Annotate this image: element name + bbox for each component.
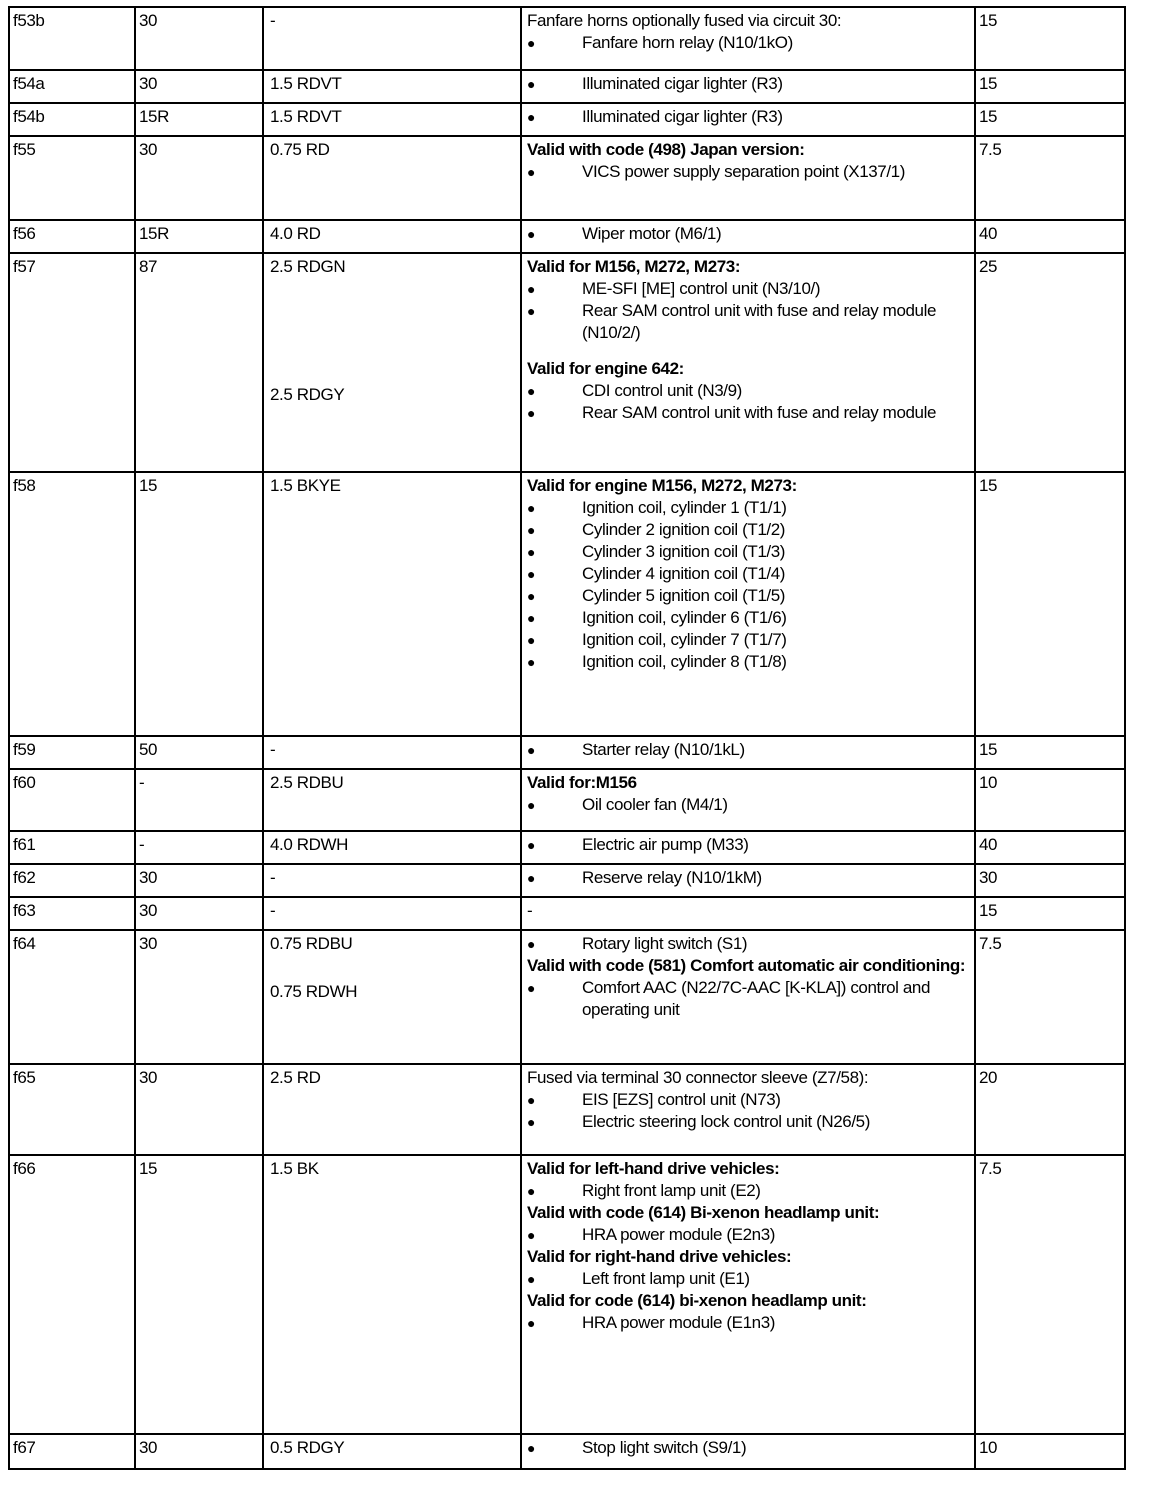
- bullet-icon: ●: [527, 742, 536, 758]
- wire-cell: [262, 737, 520, 768]
- wire-cell: [262, 473, 520, 735]
- component-item: [527, 32, 966, 54]
- bullet-icon: ●: [527, 500, 536, 516]
- fuse-id: f66: [8, 1156, 134, 1433]
- wire-cell: [262, 898, 520, 929]
- component-label: Comfort AAC (N22/7C-AAC [K-KLA]) control and operating unit: [582, 978, 931, 1019]
- fuse-id: f65: [8, 1065, 134, 1154]
- wire-spec: 1.5 BK: [270, 1159, 319, 1178]
- wire-spec: -: [270, 901, 276, 920]
- bullet-icon: ●: [527, 980, 536, 996]
- description-cell: [520, 71, 974, 102]
- bullet-icon: ●: [527, 1114, 536, 1130]
- bullet-icon: ●: [527, 1092, 536, 1108]
- terminal: 15R: [134, 221, 262, 252]
- description-cell: [520, 770, 974, 830]
- component-label: Cylinder 5 ignition coil (T1/5): [582, 586, 786, 605]
- description-text: -: [527, 901, 533, 920]
- description-cell: [520, 8, 974, 69]
- terminal: 30: [134, 931, 262, 1063]
- wire-cell: [262, 1065, 520, 1154]
- component-label: Ignition coil, cylinder 1 (T1/1): [582, 498, 787, 517]
- terminal: 30: [134, 1435, 262, 1468]
- component-label: Reserve relay (N10/1kM): [582, 868, 762, 887]
- component-item: [527, 563, 966, 585]
- description-cell: [520, 137, 974, 219]
- bullet-icon: ●: [527, 632, 536, 648]
- component-item: [527, 300, 966, 344]
- description-cell: [520, 865, 974, 896]
- component-item: [527, 739, 966, 761]
- amperage: 7.5: [974, 931, 1126, 1063]
- fuse-id: f55: [8, 137, 134, 219]
- terminal: -: [134, 832, 262, 863]
- table-row: [8, 929, 1126, 1065]
- amperage: 10: [974, 770, 1126, 830]
- wire-spec: 2.5 RD: [270, 1068, 321, 1087]
- component-label: Cylinder 3 ignition coil (T1/3): [582, 542, 786, 561]
- component-item: [527, 1312, 966, 1334]
- validity-heading: Valid with code (498) Japan version:: [527, 140, 805, 159]
- component-label: Oil cooler fan (M4/1): [582, 795, 728, 814]
- fuse-id: f57: [8, 254, 134, 471]
- validity-heading: Valid for right-hand drive vehicles:: [527, 1247, 792, 1266]
- bullet-icon: ●: [527, 522, 536, 538]
- component-item: [527, 106, 966, 128]
- bullet-icon: ●: [527, 566, 536, 582]
- terminal: 30: [134, 8, 262, 69]
- wire-spec-secondary: 2.5 RDGY: [270, 385, 345, 404]
- table-row: [8, 768, 1126, 832]
- component-label: EIS [EZS] control unit (N73): [582, 1090, 781, 1109]
- wire-cell: [262, 104, 520, 135]
- component-item: [527, 161, 966, 183]
- description-text: Fused via terminal 30 connector sleeve (Z7/58):: [527, 1068, 869, 1087]
- amperage: 20: [974, 1065, 1126, 1154]
- bullet-icon: ●: [527, 109, 536, 125]
- description-cell: [520, 1065, 974, 1154]
- component-label: Electric steering lock control unit (N26/5): [582, 1112, 870, 1131]
- component-item: [527, 380, 966, 402]
- wire-spec: 0.75 RD: [270, 140, 330, 159]
- table-row: [8, 735, 1126, 770]
- wire-cell: [262, 221, 520, 252]
- table-row: [8, 135, 1126, 221]
- amperage: 15: [974, 8, 1126, 69]
- bullet-icon: ●: [527, 837, 536, 853]
- bullet-icon: ●: [527, 588, 536, 604]
- component-label: Electric air pump (M33): [582, 835, 749, 854]
- component-item: [527, 497, 966, 519]
- component-label: HRA power module (E2n3): [582, 1225, 776, 1244]
- wire-cell: [262, 770, 520, 830]
- component-label: Cylinder 4 ignition coil (T1/4): [582, 564, 786, 583]
- amperage: 15: [974, 104, 1126, 135]
- bullet-icon: ●: [527, 405, 536, 421]
- amperage: 7.5: [974, 137, 1126, 219]
- table-row: [8, 896, 1126, 931]
- component-item: [527, 867, 966, 889]
- wire-spec: -: [270, 740, 276, 759]
- fuse-id: f61: [8, 832, 134, 863]
- fuse-id: f54b: [8, 104, 134, 135]
- bullet-icon: ●: [527, 226, 536, 242]
- fuse-id: f62: [8, 865, 134, 896]
- validity-heading: Valid for:M156: [527, 773, 637, 792]
- bullet-icon: ●: [527, 1315, 536, 1331]
- component-item: [527, 1180, 966, 1202]
- amperage: 7.5: [974, 1156, 1126, 1433]
- fuse-id: f59: [8, 737, 134, 768]
- amperage: 40: [974, 832, 1126, 863]
- terminal: 50: [134, 737, 262, 768]
- terminal: 15: [134, 473, 262, 735]
- component-item: [527, 933, 966, 955]
- wire-cell: [262, 254, 520, 471]
- validity-heading: Valid with code (614) Bi-xenon headlamp unit:: [527, 1203, 880, 1222]
- component-label: CDI control unit (N3/9): [582, 381, 742, 400]
- component-label: VICS power supply separation point (X137/1): [582, 162, 905, 181]
- component-item: [527, 629, 966, 651]
- validity-heading: Valid for engine 642:: [527, 359, 684, 378]
- component-item: [527, 1437, 966, 1459]
- fuse-id: f67: [8, 1435, 134, 1468]
- validity-heading: Valid for left-hand drive vehicles:: [527, 1159, 780, 1178]
- amperage: 40: [974, 221, 1126, 252]
- bullet-icon: ●: [527, 1183, 536, 1199]
- description-cell: [520, 221, 974, 252]
- description-cell: [520, 1435, 974, 1468]
- wire-cell: [262, 931, 520, 1063]
- description-text: Fanfare horns optionally fused via circuit 30:: [527, 11, 842, 30]
- table-row: [8, 863, 1126, 898]
- description-cell: [520, 737, 974, 768]
- table-row: [8, 69, 1126, 104]
- component-label: Fanfare horn relay (N10/1kO): [582, 33, 793, 52]
- terminal: 15: [134, 1156, 262, 1433]
- wire-cell: [262, 1435, 520, 1468]
- bullet-icon: ●: [527, 1440, 536, 1456]
- component-item: [527, 1268, 966, 1290]
- component-item: [527, 519, 966, 541]
- description-cell: [520, 104, 974, 135]
- validity-heading: Valid for engine M156, M272, M273:: [527, 476, 797, 495]
- bullet-icon: ●: [527, 76, 536, 92]
- wire-spec: 0.75 RDBU: [270, 934, 353, 953]
- wire-spec: 1.5 RDVT: [270, 107, 342, 126]
- description-cell: [520, 473, 974, 735]
- bullet-icon: ●: [527, 281, 536, 297]
- amperage: 15: [974, 71, 1126, 102]
- spacer: [527, 344, 966, 358]
- bullet-icon: ●: [527, 797, 536, 813]
- component-label: Cylinder 2 ignition coil (T1/2): [582, 520, 786, 539]
- description-cell: [520, 931, 974, 1063]
- fuse-id: f56: [8, 221, 134, 252]
- component-item: [527, 223, 966, 245]
- wire-spec: 1.5 BKYE: [270, 476, 341, 495]
- terminal: 30: [134, 137, 262, 219]
- component-label: Illuminated cigar lighter (R3): [582, 107, 783, 126]
- description-cell: [520, 832, 974, 863]
- component-label: Starter relay (N10/1kL): [582, 740, 745, 759]
- component-item: [527, 402, 966, 424]
- component-item: [527, 794, 966, 816]
- bullet-icon: ●: [527, 164, 536, 180]
- amperage: 10: [974, 1435, 1126, 1468]
- description-cell: [520, 254, 974, 471]
- table-row: [8, 1433, 1126, 1470]
- terminal: 15R: [134, 104, 262, 135]
- validity-heading: Valid with code (581) Comfort automatic air conditioning:: [527, 956, 966, 975]
- component-label: Rear SAM control unit with fuse and relay module (N10/2/): [582, 301, 937, 342]
- wire-spec: 2.5 RDBU: [270, 773, 344, 792]
- component-label: Illuminated cigar lighter (R3): [582, 74, 783, 93]
- component-item: [527, 1224, 966, 1246]
- component-item: [527, 1111, 966, 1133]
- bullet-icon: ●: [527, 936, 536, 952]
- component-label: Ignition coil, cylinder 6 (T1/6): [582, 608, 787, 627]
- validity-heading: Valid for code (614) bi-xenon headlamp unit:: [527, 1291, 867, 1310]
- bullet-icon: ●: [527, 303, 536, 319]
- bullet-icon: ●: [527, 544, 536, 560]
- component-label: Rotary light switch (S1): [582, 934, 748, 953]
- fuse-id: f64: [8, 931, 134, 1063]
- table-row: [8, 830, 1126, 865]
- bullet-icon: ●: [527, 870, 536, 886]
- wire-spec: 1.5 RDVT: [270, 74, 342, 93]
- component-label: Ignition coil, cylinder 8 (T1/8): [582, 652, 787, 671]
- wire-cell: [262, 137, 520, 219]
- component-item: [527, 1089, 966, 1111]
- component-label: Right front lamp unit (E2): [582, 1181, 761, 1200]
- terminal: 87: [134, 254, 262, 471]
- component-item: [527, 585, 966, 607]
- component-item: [527, 607, 966, 629]
- component-label: Stop light switch (S9/1): [582, 1438, 747, 1457]
- terminal: 30: [134, 898, 262, 929]
- bullet-icon: ●: [527, 654, 536, 670]
- bullet-icon: ●: [527, 1271, 536, 1287]
- component-label: HRA power module (E1n3): [582, 1313, 776, 1332]
- description-cell: [520, 898, 974, 929]
- terminal: 30: [134, 865, 262, 896]
- amperage: 15: [974, 473, 1126, 735]
- terminal: 30: [134, 1065, 262, 1154]
- wire-spec: -: [270, 868, 276, 887]
- wire-spec-secondary: 0.75 RDWH: [270, 982, 358, 1001]
- bullet-icon: ●: [527, 610, 536, 626]
- description-cell: [520, 1156, 974, 1433]
- table-row: [8, 102, 1126, 137]
- wire-cell: [262, 71, 520, 102]
- component-label: Ignition coil, cylinder 7 (T1/7): [582, 630, 787, 649]
- component-item: [527, 541, 966, 563]
- component-item: [527, 73, 966, 95]
- wire-cell: [262, 8, 520, 69]
- component-item: [527, 278, 966, 300]
- fuse-id: f63: [8, 898, 134, 929]
- table-row: [8, 1154, 1126, 1435]
- component-label: Left front lamp unit (E1): [582, 1269, 750, 1288]
- table-row: [8, 1063, 1126, 1156]
- fuse-id: f54a: [8, 71, 134, 102]
- amperage: 15: [974, 737, 1126, 768]
- bullet-icon: ●: [527, 1227, 536, 1243]
- wire-spec: -: [270, 11, 276, 30]
- terminal: -: [134, 770, 262, 830]
- terminal: 30: [134, 71, 262, 102]
- wire-cell: [262, 832, 520, 863]
- validity-heading: Valid for M156, M272, M273:: [527, 257, 741, 276]
- component-item: [527, 834, 966, 856]
- table-row: [8, 6, 1126, 71]
- amperage: 15: [974, 898, 1126, 929]
- fuse-id: f53b: [8, 8, 134, 69]
- component-label: Wiper motor (M6/1): [582, 224, 722, 243]
- fuse-id: f60: [8, 770, 134, 830]
- bullet-icon: ●: [527, 35, 536, 51]
- wire-spec: 0.5 RDGY: [270, 1438, 345, 1457]
- wire-spec: 2.5 RDGN: [270, 257, 346, 276]
- component-label: ME-SFI [ME] control unit (N3/10/): [582, 279, 821, 298]
- component-item: [527, 651, 966, 673]
- wire-cell: [262, 1156, 520, 1433]
- component-label: Rear SAM control unit with fuse and relay module: [582, 403, 937, 422]
- component-item: [527, 977, 966, 1021]
- fuse-id: f58: [8, 473, 134, 735]
- amperage: 25: [974, 254, 1126, 471]
- wire-spec: 4.0 RD: [270, 224, 321, 243]
- amperage: 30: [974, 865, 1126, 896]
- wire-spec: 4.0 RDWH: [270, 835, 349, 854]
- table-row: [8, 471, 1126, 737]
- table-row: [8, 219, 1126, 254]
- bullet-icon: ●: [527, 383, 536, 399]
- table-row: [8, 252, 1126, 473]
- wire-cell: [262, 865, 520, 896]
